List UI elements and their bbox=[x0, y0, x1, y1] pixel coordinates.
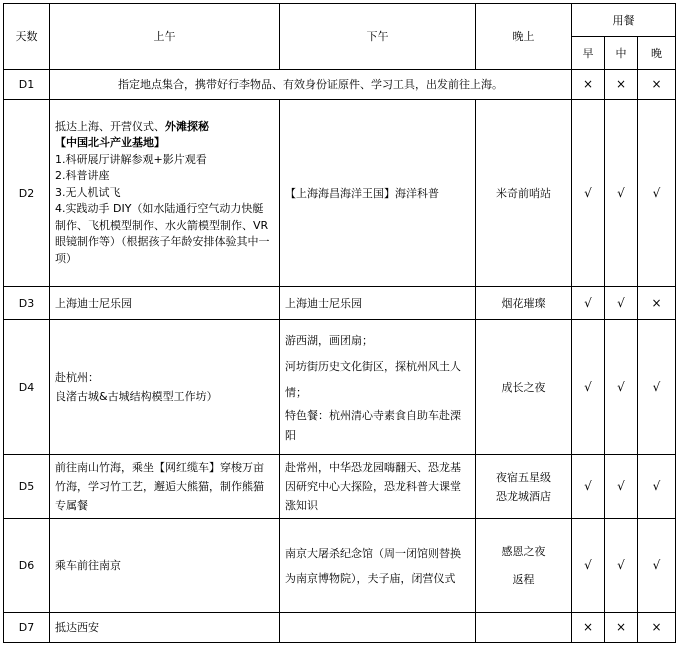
header-breakfast: 早 bbox=[572, 37, 605, 70]
list-item: 4.实践动手 DIY（如水陆通行空气动力快艇制作、飞机模型制作、水火箭模型制作、VR 眼镜制作等）（根据孩子年龄安排体验其中一项） bbox=[55, 202, 270, 265]
evening-cell: 烟花璀璨 bbox=[476, 287, 572, 320]
morning-line: 良渚古城&古城结构模型工作坊） bbox=[55, 390, 218, 403]
day-cell: D6 bbox=[4, 519, 50, 613]
meal-lunch: √ bbox=[605, 320, 638, 455]
afternoon-cell: 【上海海昌海洋王国】海洋科普 bbox=[280, 100, 476, 287]
evening-cell bbox=[476, 613, 572, 643]
day-cell: D2 bbox=[4, 100, 50, 287]
meal-breakfast: √ bbox=[572, 519, 605, 613]
afternoon-cell: 赴常州，中华恐龙园嗨翻天、恐龙基因研究中心大探险，恐龙科普大课堂涨知识 bbox=[280, 455, 476, 519]
evening-line: 感恩之夜 bbox=[501, 544, 546, 558]
morning-line: 赴杭州： bbox=[55, 371, 99, 384]
day-cell: D1 bbox=[4, 70, 50, 100]
meal-dinner: × bbox=[638, 70, 676, 100]
table-row bbox=[4, 455, 676, 519]
meal-dinner: × bbox=[638, 613, 676, 643]
afternoon-cell: 南京大屠杀纪念馆（周一闭馆则替换为南京博物院），夫子庙，闭营仪式 bbox=[280, 519, 476, 613]
merged-activity-cell: 指定地点集合，携带好行李物品、有效身份证原件、学习工具，出发前往上海。 bbox=[50, 70, 572, 100]
table-row bbox=[4, 320, 676, 455]
meal-dinner: √ bbox=[638, 519, 676, 613]
meal-dinner: × bbox=[638, 287, 676, 320]
list-item: 1.科研展厅讲解参观+影片观看 bbox=[55, 152, 207, 166]
meal-lunch: √ bbox=[605, 100, 638, 287]
header-dinner: 晚 bbox=[638, 37, 676, 70]
evening-line: 恐龙城酒店 bbox=[496, 489, 551, 503]
day-cell: D5 bbox=[4, 455, 50, 519]
meal-dinner: √ bbox=[638, 455, 676, 519]
afternoon-para: 河坊街历史文化街区，探杭州风土人情； bbox=[285, 360, 461, 399]
meal-breakfast: × bbox=[572, 613, 605, 643]
evening-line: 夜宿五星级 bbox=[496, 470, 551, 484]
table-row bbox=[4, 613, 676, 643]
afternoon-cell bbox=[280, 613, 476, 643]
morning-title-plain: 抵达上海、开营仪式、 bbox=[55, 119, 165, 133]
morning-title bbox=[55, 119, 274, 136]
list-item: 2.科普讲座 bbox=[55, 169, 110, 183]
header-row bbox=[4, 4, 676, 37]
table-row bbox=[4, 519, 676, 613]
evening-line: 返程 bbox=[512, 572, 535, 586]
day-cell: D7 bbox=[4, 613, 50, 643]
morning-cell: 上海迪士尼乐园 bbox=[50, 287, 280, 320]
meal-dinner: √ bbox=[638, 100, 676, 287]
evening-cell bbox=[476, 455, 572, 519]
header-lunch: 中 bbox=[605, 37, 638, 70]
itinerary-table bbox=[3, 3, 676, 643]
afternoon-cell bbox=[280, 320, 476, 455]
meal-breakfast: √ bbox=[572, 455, 605, 519]
meal-lunch: × bbox=[605, 613, 638, 643]
meal-lunch: × bbox=[605, 70, 638, 100]
meal-breakfast: √ bbox=[572, 320, 605, 455]
meal-breakfast: √ bbox=[572, 100, 605, 287]
evening-cell: 成长之夜 bbox=[476, 320, 572, 455]
meal-lunch: √ bbox=[605, 287, 638, 320]
meal-breakfast: √ bbox=[572, 287, 605, 320]
meal-lunch: √ bbox=[605, 519, 638, 613]
header-morning: 上午 bbox=[50, 4, 280, 70]
morning-cell bbox=[50, 100, 280, 287]
morning-cell: 抵达西安 bbox=[50, 613, 280, 643]
header-evening: 晚上 bbox=[476, 4, 572, 70]
table-row bbox=[4, 70, 676, 100]
morning-subtitle: 【中国北斗产业基地】 bbox=[55, 136, 165, 150]
meal-breakfast: × bbox=[572, 70, 605, 100]
header-day: 天数 bbox=[4, 4, 50, 70]
table-row bbox=[4, 287, 676, 320]
morning-cell bbox=[50, 320, 280, 455]
meal-lunch: √ bbox=[605, 455, 638, 519]
morning-cell: 乘车前往南京 bbox=[50, 519, 280, 613]
afternoon-para: 游西湖，画团扇； bbox=[285, 334, 373, 347]
list-item: 3.无人机试飞 bbox=[55, 185, 121, 199]
meal-dinner: √ bbox=[638, 320, 676, 455]
evening-cell: 米奇前哨站 bbox=[476, 100, 572, 287]
header-meals: 用餐 bbox=[572, 4, 676, 37]
table-row bbox=[4, 100, 676, 287]
morning-title-bold: 外滩探秘 bbox=[165, 119, 209, 133]
day-cell: D4 bbox=[4, 320, 50, 455]
afternoon-cell: 上海迪士尼乐园 bbox=[280, 287, 476, 320]
header-afternoon: 下午 bbox=[280, 4, 476, 70]
afternoon-para: 特色餐：杭州清心寺素食自助车赴溧阳 bbox=[285, 409, 461, 442]
evening-cell bbox=[476, 519, 572, 613]
morning-cell: 前往南山竹海，乘坐【网红缆车】穿梭万亩竹海，学习竹工艺，邂逅大熊猫，制作熊猫专属餐 bbox=[50, 455, 280, 519]
day-cell: D3 bbox=[4, 287, 50, 320]
